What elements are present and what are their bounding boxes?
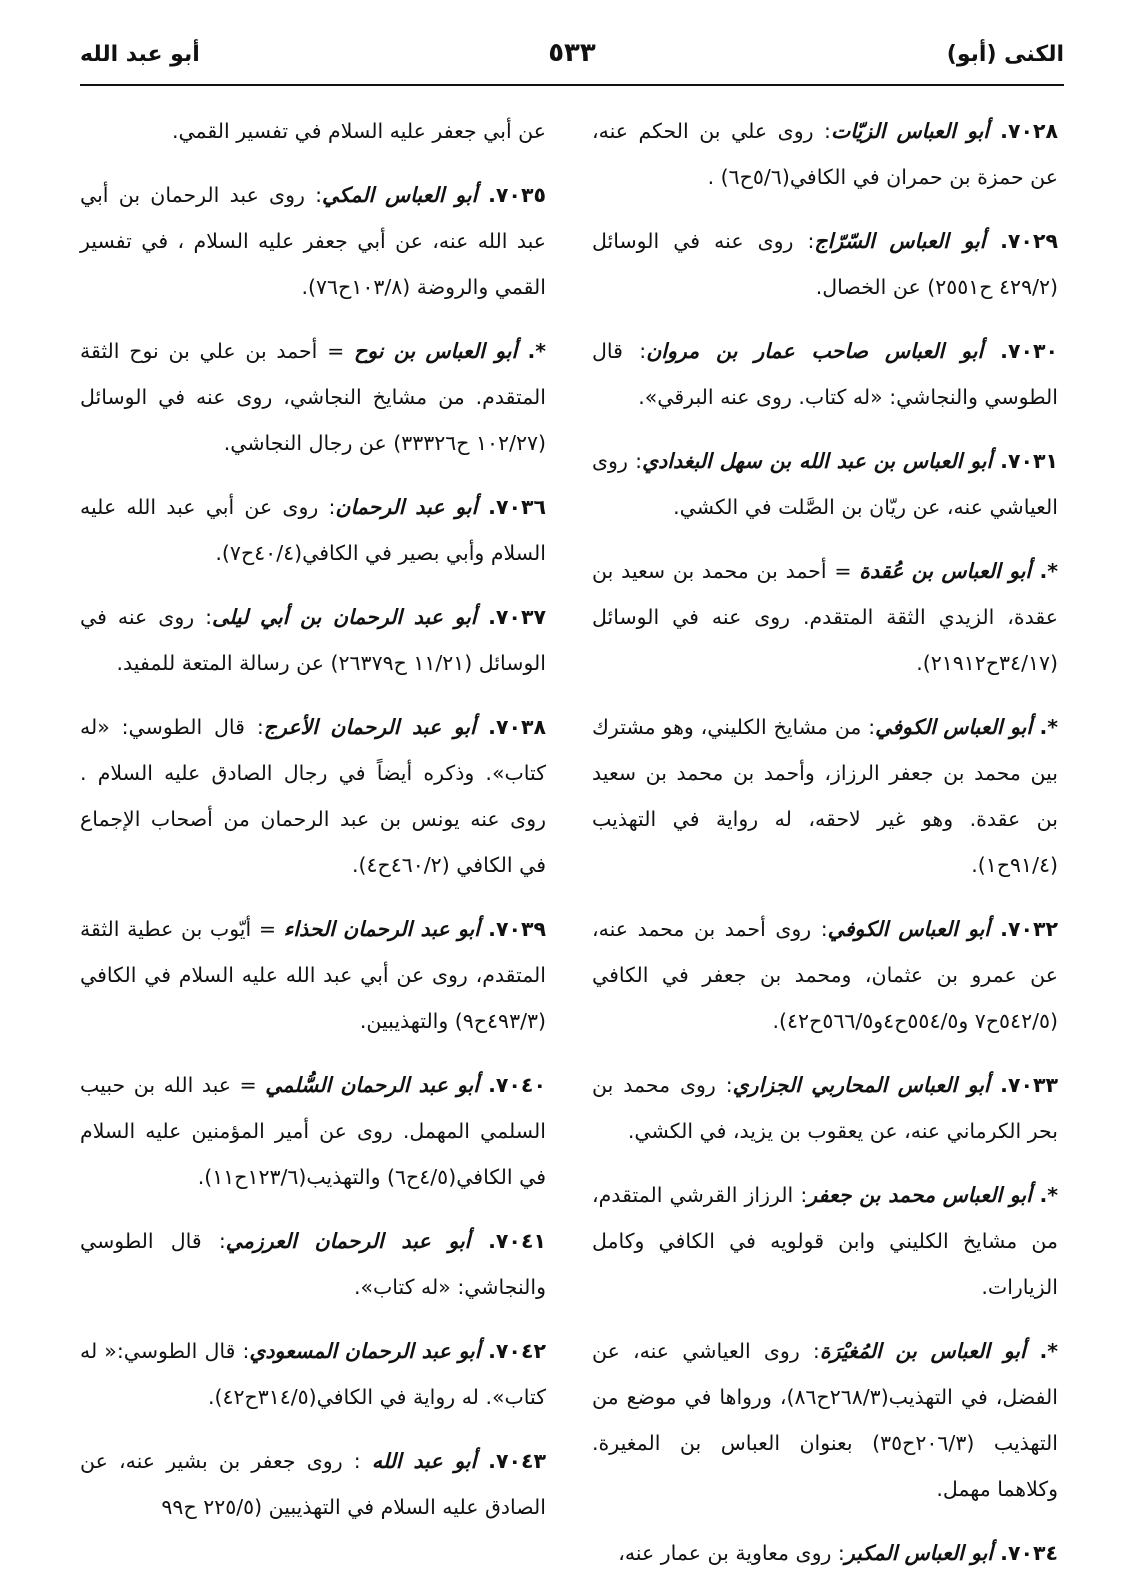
entry (592, 438, 1058, 530)
entry-text: : روى علي بن الحكم عنه، عن حمزة بن حمران في الكافي(٥/٦ح٦) . (592, 119, 1058, 189)
entry (592, 328, 1058, 420)
entry-number: ٧٠٣٣. (989, 1073, 1059, 1097)
entry-number: *. (1025, 1339, 1058, 1363)
entry-text: : روى العياشي عنه، عن الفضل، في التهذيب(٢٦٨/٣ح٨٦)، ورواها في موضع من التهذيب (٢٠٦/٣ح٣٥) بعنوان العباس بن المغيرة. وكلاهما مهمل. (592, 1339, 1058, 1501)
entry-name: أبو عبد الرحمان (335, 495, 478, 519)
entry-text: : روى محمد بن بحر الكرماني عنه، عن يعقوب بن يزيد، في الكشي. (592, 1073, 1058, 1143)
entry-number: ٧٠٣٦. (477, 495, 546, 519)
entry-number: ٧٠٤٢. (480, 1339, 546, 1363)
entry-text: = أيّوب بن عطية الثقة المتقدم، روى عن أبي عبد الله عليه السلام في الكافي (٤٩٣/٣ح٩) والتهذيبين. (80, 917, 546, 1033)
header-rule (80, 84, 1064, 86)
entry (80, 1438, 546, 1530)
entry-text: : روى عن أبي عبد الله عليه السلام وأبي بصير في الكافي(٤٠/٤ح٧). (80, 495, 546, 565)
entry-number: ٧٠٣١. (992, 449, 1058, 473)
entry-text: = عبد الله بن حبيب السلمي المهمل. روى عن أمير المؤمنين عليه السلام في الكافي(٤/٥ح٦) والتهذيب(١٢٣/٦ح١١). (80, 1073, 546, 1189)
page-number: ٥٣٣ (548, 38, 596, 68)
entry-number: ٧٠٣٠. (983, 339, 1058, 363)
entry-name: أبو العباس المكي (322, 183, 478, 207)
entry-text: : روى معاوية بن عمار عنه، (618, 1541, 845, 1565)
entry (592, 906, 1058, 1044)
entry-number: ٧٠٣٥. (477, 183, 546, 207)
entry (80, 1328, 546, 1420)
right-column (592, 108, 1058, 1594)
entry-number: ٧٠٤٠. (478, 1073, 546, 1097)
entry-name: أبو العباس محمد بن جعفر (807, 1183, 1032, 1207)
entry-text: : قال الطوسي والنجاشي: «له كتاب». (80, 1229, 546, 1299)
entry-text: : روى العياشي عنه، عن ريّان بن الصَّلت في الكشي. (592, 449, 1058, 519)
entry-number: ٧٠٢٨. (989, 119, 1058, 143)
entry-number: ٧٠٣٤. (993, 1541, 1058, 1565)
entry-text: : قال الطوسي:« له كتاب». له رواية في الكافي(٣١٤/٥ح٤٢). (80, 1339, 546, 1409)
entry (592, 1062, 1058, 1154)
entry-name: أبو العباس الكوفي (875, 715, 1033, 739)
entry-number: ٧٠٣٧. (476, 605, 546, 629)
running-head-left: أبو عبد الله (80, 42, 200, 67)
entry-text: : روى جعفر بن بشير عنه، عن الصادق عليه السلام في التهذيبين (٢٢٥/٥ ح٩٩ (80, 1449, 546, 1519)
entry-text: : من مشايخ الكليني، وهو مشترك بين محمد بن جعفر الرزاز، وأحمد بن محمد بن سعيد بن عقدة. وهو غير لاحقه، له رواية في التهذيب (٩١/٤ح١). (592, 715, 1058, 877)
entry-text: : روى عنه في الوسائل (٤٢٩/٢ ح٢٥٥١) عن الخصال. (592, 229, 1058, 299)
entry (80, 172, 546, 310)
entry-number: *. (1031, 559, 1058, 583)
entry-name: أبو عبد الرحمان السُّلمي (265, 1073, 479, 1097)
entry-number: ٧٠٢٩. (985, 229, 1058, 253)
entry-text: : قال الطوسي والنجاشي: «له كتاب. روى عنه البرقي». (592, 339, 1058, 409)
entry-number: ٧٠٣٨. (475, 715, 546, 739)
entry-name: أبو عبد الرحمان الأعرج (263, 715, 476, 739)
entry-text: : روى عبد الرحمان بن أبي عبد الله عنه، عن أبي جعفر عليه السلام ، في تفسير القمي والروضة (١٠٣/٨ح٧٦). (80, 183, 546, 299)
entry-name: أبو العباس بن المُغيْرَة (819, 1339, 1026, 1363)
entry (80, 594, 546, 686)
entry (592, 108, 1058, 200)
entry-text: : قال الطوسي: «له كتاب». وذكره أيضاً في رجال الصادق عليه السلام . روى عنه يونس بن عبد الرحمان من أصحاب الإجماع في الكافي (٤٦٠/٢ح٤). (80, 715, 546, 877)
entry (592, 1172, 1058, 1310)
entry-text: : روى عنه في الوسائل (١١/٢١ ح٢٦٣٧٩) عن رسالة المتعة للمفيد. (80, 605, 546, 675)
entry (80, 328, 546, 466)
entry-number: *. (1032, 715, 1058, 739)
entry-name: أبو عبد الرحمان العرزمي (225, 1229, 471, 1253)
entry (80, 108, 546, 154)
running-head-right: الكنى (أبو) (946, 42, 1064, 67)
entry-name: أبو العباس الزيّات (830, 119, 989, 143)
entry-name: أبو عبد الرحمان بن أبي ليلى (212, 605, 477, 629)
entry-text: = أحمد بن علي بن نوح الثقة المتقدم. من مشايخ النجاشي، روى عنه في الوسائل (١٠٢/٢٧ ح٣٣٣٢٦) عن رجال النجاشي. (80, 339, 546, 455)
entry-name: أبو العباس المحاربي الجزاري (732, 1073, 990, 1097)
entry-number: ٧٠٣٩. (479, 917, 546, 941)
entry-name: أبو العباس بن عبد الله بن سهل البغدادي (642, 449, 993, 473)
entry (80, 906, 546, 1044)
entry (592, 1328, 1058, 1512)
entry-number: *. (1031, 1183, 1058, 1207)
entry-name: أبو العباس الكوفي (827, 917, 990, 941)
entry-name: أبو عبد الله (371, 1449, 477, 1473)
entry-text: عن أبي جعفر عليه السلام في تفسير القمي. (171, 119, 546, 143)
entry-name: أبو عبد الرحمان المسعودي (249, 1339, 481, 1363)
entry (80, 1062, 546, 1200)
entry-number: ٧٠٤١. (470, 1229, 546, 1253)
entry (592, 704, 1058, 888)
entry-name: أبو العباس بن نوح (353, 339, 518, 363)
left-column (80, 108, 546, 1548)
entry-number: *. (517, 339, 546, 363)
page-header (80, 38, 1064, 78)
entry-text: : الرزاز القرشي المتقدم، من مشايخ الكليني وابن قولويه في الكافي وكامل الزيارات. (592, 1183, 1058, 1299)
entry-text: : روى أحمد بن محمد عنه، عن عمرو بن عثمان، ومحمد بن جعفر في الكافي (٥٤٢/٥ح٧ و٥٥٤/٥ح٤و٥٦٦/٥ح٤٢). (592, 917, 1058, 1033)
entry (80, 484, 546, 576)
entry-name: أبو العباس المكبر (844, 1541, 993, 1565)
entry (592, 548, 1058, 686)
entry (80, 1218, 546, 1310)
entry (592, 1530, 1058, 1576)
entry-name: أبو العباس صاحب عمار بن مروان (646, 339, 984, 363)
entry-number: ٧٠٣٢. (989, 917, 1058, 941)
entry-name: أبو عبد الرحمان الحذاء (283, 917, 480, 941)
entry-name: أبو العباس بن عُقدة (859, 559, 1032, 583)
entry (592, 218, 1058, 310)
entry-number: ٧٠٤٣. (476, 1449, 546, 1473)
entry (80, 704, 546, 888)
entry-name: أبو العباس السّرّاج (814, 229, 986, 253)
entry-text: = أحمد بن محمد بن سعيد بن عقدة، الزيدي الثقة المتقدم. روى عنه في الوسائل (٣٤/١٧ح٢١٩١٢). (592, 559, 1058, 675)
